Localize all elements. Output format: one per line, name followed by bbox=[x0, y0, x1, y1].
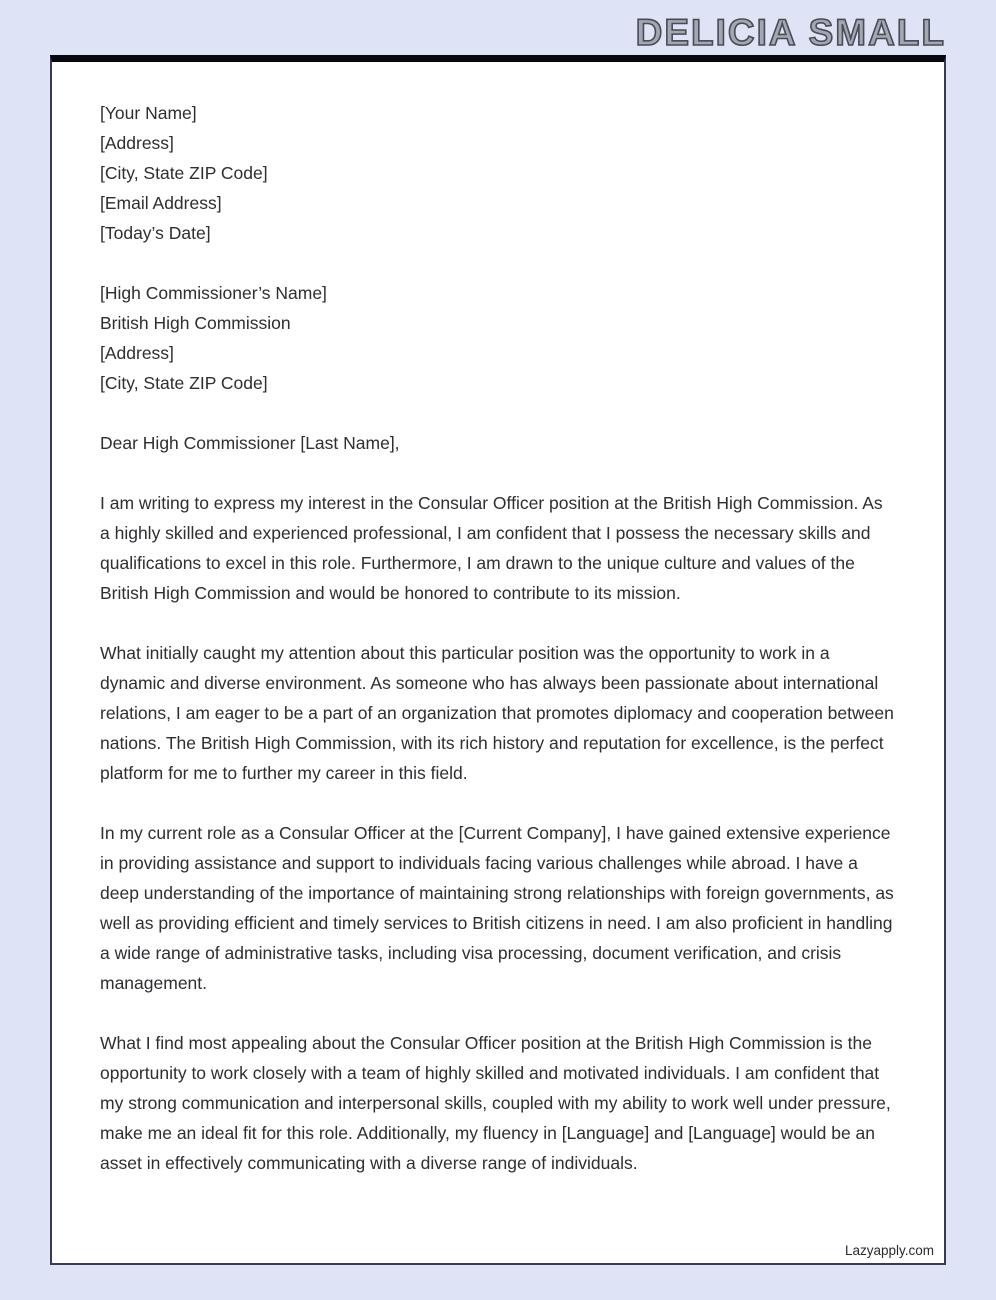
sender-name: [Your Name] bbox=[100, 103, 197, 123]
recipient-organization: British High Commission bbox=[100, 313, 291, 333]
recipient-block bbox=[100, 278, 896, 398]
letter-content bbox=[52, 62, 944, 1178]
paragraph-intro: I am writing to express my interest in the Consular Officer position at the British High Commission. As a highly skilled and experienced professional, I am confident that I possess the necessary skills and qualifications to excel in this role. Furthermore, I am drawn to the unique culture and values of the British High Commission and would be honored to contribute to its mission. bbox=[100, 493, 883, 603]
sender-date: [Today’s Date] bbox=[100, 223, 211, 243]
paragraph-experience: In my current role as a Consular Officer at the [Current Company], I have gained extensive experience in providing assistance and support to individuals facing various challenges while abroad. I have a deep understanding of the importance of maintaining strong relationships with foreign governments, as well as providing efficient and timely services to British citizens in need. I am also proficient in handling a wide range of administrative tasks, including visa processing, document verification, and crisis management. bbox=[100, 823, 894, 993]
paragraph-motivation: What initially caught my attention about this particular position was the opportunity to work in a dynamic and diverse environment. As someone who has always been passionate about international relations, I am eager to be a part of an organization that promotes diplomacy and cooperation between nations. The British High Commission, with its rich history and reputation for excellence, is the perfect platform for me to further my career in this field. bbox=[100, 643, 894, 783]
watermark-text: Lazyapply.com bbox=[844, 1243, 934, 1258]
sender-city-state-zip: [City, State ZIP Code] bbox=[100, 163, 268, 183]
sender-email: [Email Address] bbox=[100, 193, 222, 213]
recipient-city-state-zip: [City, State ZIP Code] bbox=[100, 373, 268, 393]
sender-block bbox=[100, 98, 896, 248]
recipient-address: [Address] bbox=[100, 343, 174, 363]
recipient-name: [High Commissioner’s Name] bbox=[100, 283, 327, 303]
salutation: Dear High Commissioner [Last Name], bbox=[100, 433, 400, 453]
sender-address: [Address] bbox=[100, 133, 174, 153]
brand-title: DELICIA SMALL bbox=[635, 12, 946, 53]
paragraph-fit: What I find most appealing about the Consular Officer position at the British High Commission is the opportunity to work closely with a team of highly skilled and motivated individuals. I am confident that my strong communication and interpersonal skills, coupled with my ability to work well under pressure, make me an ideal fit for this role. Additionally, my fluency in [Language] and [Language] would be an asset in effectively communicating with a diverse range of individuals. bbox=[100, 1033, 891, 1173]
letter-page bbox=[50, 55, 946, 1265]
